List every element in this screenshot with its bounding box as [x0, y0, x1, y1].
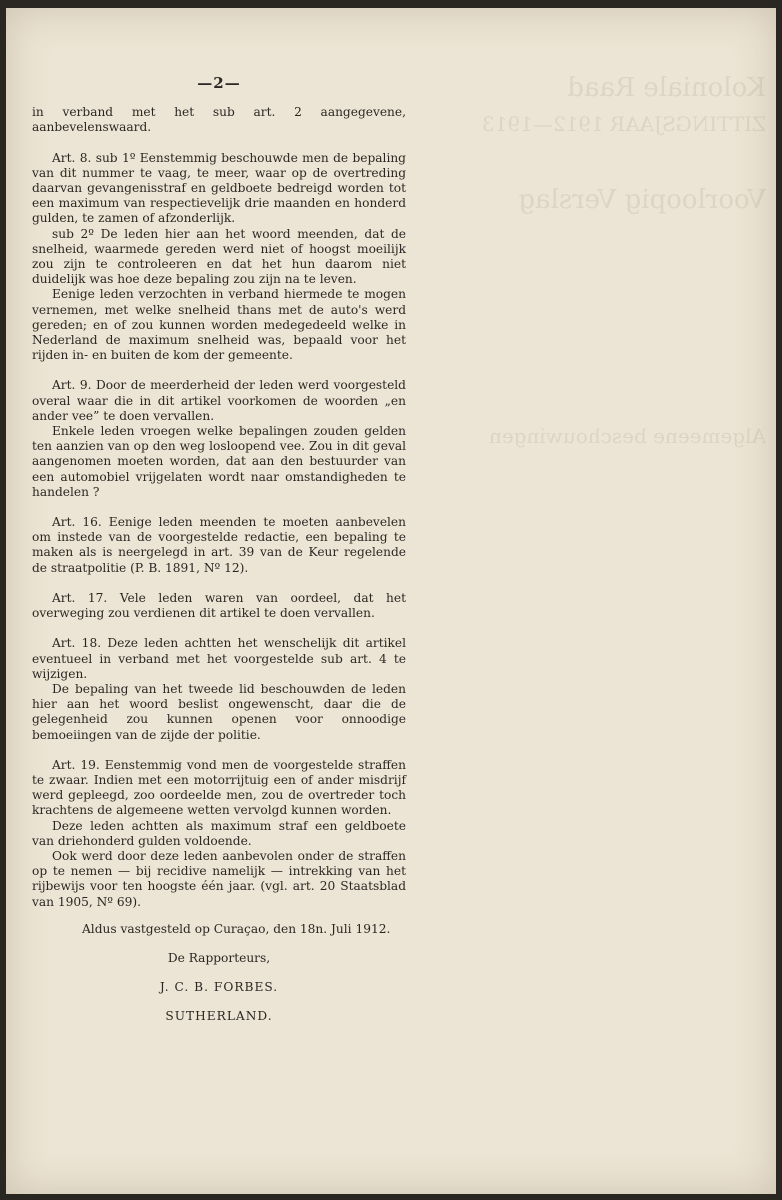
paragraph-art18-lid2: De bepaling van het tweede lid beschouwden de leden hier aan het woord beslist ongewenscht, daar die de gelegenheid zou kunnen openen voor onnoodige bemoeiingen van de zijde der politie. [32, 681, 406, 742]
text-column [32, 76, 406, 1039]
bleed-through-text: Koloniale Raad ZITTINGSJAAR 1912—1913 Voorloopig Verslag Algemeene beschouwingen [481, 73, 766, 448]
document-page [6, 8, 776, 1194]
paragraph-intro: in verband met het sub art. 2 aangegevene, aanbevelenswaard. [32, 105, 406, 135]
signatory-forbes: J. C. B. FORBES. [159, 980, 279, 995]
rapporteurs-label: De Rapporteurs, [167, 950, 271, 965]
paragraph-art9: Art. 9. Door de meerderheid der leden werd voorgesteld overal waar die in dit artikel voorkomen de woorden „en ander vee” te doen vervallen. [32, 378, 406, 423]
paragraph-art18: Art. 18. Deze leden achtten het wenschelijk dit artikel eventueel in verband met het voorgestelde sub art. 4 te wijzigen. [32, 636, 406, 681]
page-number: —2— [197, 74, 241, 92]
paragraph-art8-sub1: Art. 8. sub 1º Eenstemmig beschouwde men de bepaling van dit nummer te vaag, te meer, waar op de overtreding daarvan gevangenisstraf en geldboete bedreigd worden tot een maximum van respectievelijk drie maanden en honderd gulden, te zamen of afzonderlijk. [32, 150, 406, 226]
paragraph-art19-maximum: Deze leden achtten als maximum straf een geldboete van driehonderd gulden voldoende. [32, 818, 406, 848]
signoff-block [32, 922, 406, 1025]
paragraph-art17: Art. 17. Vele leden waren van oordeel, dat het overweging zou verdienen dit artikel te doen vervallen. [32, 590, 406, 621]
date-line: Aldus vastgesteld op Curaçao, den 18n. Juli 1912. [82, 921, 391, 936]
paragraph-art8-snelheid: Eenige leden verzochten in verband hiermede te mogen vernemen, met welke snelheid thans met de auto's werd gereden; en of zou kunnen worden medegedeeld welke in Nederland de maximum snelheid was, bepaald voor het rijden in- en buiten de kom der gemeente. [32, 287, 406, 363]
paragraph-art9-vee: Enkele leden vroegen welke bepalingen zouden gelden ten aanzien van op den weg losloopend vee. Zou in dit geval aangenomen moeten worden, dat aan den bestuurder van een automobiel vrijgelaten wordt naar omstandigheden te handelen ? [32, 424, 406, 499]
paragraph-art8-sub2: sub 2º De leden hier aan het woord meenden, dat de snelheid, waarmede gereden werd niet of hoogst moeilijk zou zijn te controleeren en dat het hun daarom niet duidelijk was hoe deze bepaling zou zijn na te leven. [32, 226, 406, 287]
paragraph-art16: Art. 16. Eenige leden meenden te moeten aanbevelen om instede van de voorgestelde redactie, een bepaling te maken als is neergelegd in art. 39 van de Keur regelende de straatpolitie (P. B. 1891, Nº 12). [32, 515, 406, 575]
paragraph-art19-rijbewijs: Ook werd door deze leden aanbevolen onder de straffen op te nemen — bij recidive namelijk — intrekking van het rijbewijs voor ten hoogste één jaar. (vgl. art. 20 Staatsblad van 1905, Nº 69). [32, 848, 406, 909]
paragraph-art19: Art. 19. Eenstemmig vond men de voorgestelde straffen te zwaar. Indien met een motorrijtuig een of ander misdrijf werd gepleegd, zoo oordeelde men, zou de overtreder toch krachtens de algemeene wetten vervolgd kunnen worden. [32, 757, 406, 818]
signatory-sutherland: SUTHERLAND. [165, 1009, 273, 1024]
